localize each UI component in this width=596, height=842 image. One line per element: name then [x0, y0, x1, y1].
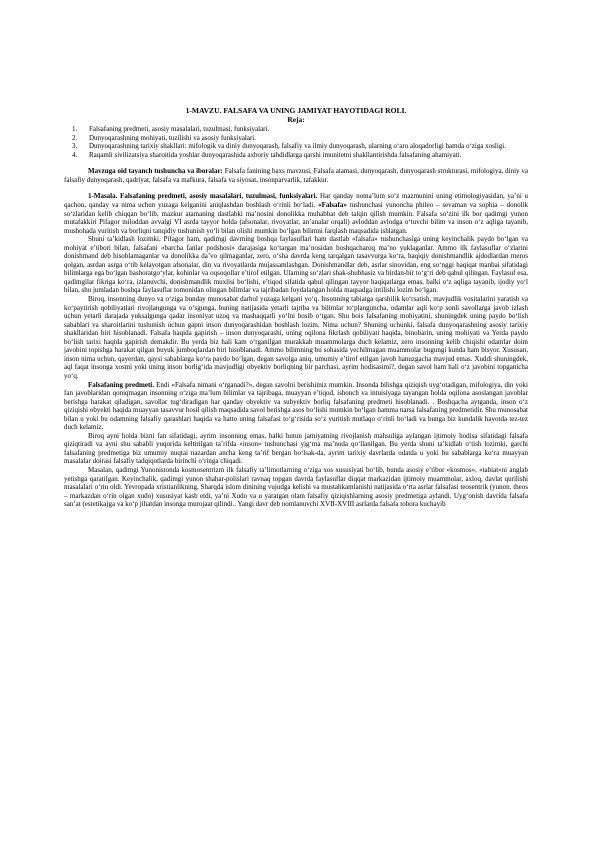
body-paragraph: Masalan, qadimgi Yunonistonda kosmosentrizm ilk falsafiy ta’limotlarning o‘ziga xos xususiyati bo‘lib, bunda asosiy e’tibor «kosmos», «tabiat»ni anglab yetishga qaratilgan. Keyinchalik, qadimgi yunon shahar-polislari ravnaq topgan davrda faylasuflar diqqat markazidan ijtimoiy muammolar, axloq, davlat qurilishi masalalari o‘rin oldi. Yevropada xristianlikning, Sharqda islom dinining vujudga kelishi va mustahkamlanishi natijasida o‘rta asrlar falsafasi teosentrik (yunon. theos – markazdan o‘rin olgan xudo) xususiyat kasb etdi, ya’ni Xudo va u yaratgan olam falsafiy qiziqishlarning asosiy predmetiga aylandi. Uyg‘onish davrida falsafa san’at (estetika)ga va ko‘p jihatdan insonga murojaat qilindi.. Yangi davr deb nomlanuvchi XVII-XVIII asrlarda falsafa tobora kuchayib — [64, 465, 528, 509]
plan-item — [64, 142, 528, 151]
plan-item — [64, 125, 528, 134]
page-title: 1-MAVZU. FALSAFA VA UNING JAMIYAT HAYOTIDAGI ROLI. — [185, 106, 407, 115]
section-1-text-a: Har qanday noma’lum so‘z mazmunini uning etimologiyasidan, ya’ni u qachon, qanday va nima uchun yuzaga kelganini aniqlashdan boshlash o‘rinli bo‘ladi. — [64, 192, 528, 210]
keywords-paragraph — [64, 167, 528, 184]
body-paragraph: Biroq, insonning dunyo va o‘ziga bunday munosabat darhol yuzaga kelgani yo‘q. Insonning tabiatga qarshilik ko‘rsatish, mavjudlik vositalarini yaratish va ko‘paytirish qobiliyatlari rivojlangunga va o‘sgunga, buning natijasida yetarli tajriba va bilimlar to‘planguncha, odamlar aqli ko‘p sonli savollarga javob izlash uchun yetarli darajada yuksalgunga qadar insoniyat uzoq va mashaqqatli yo‘lni bosib o‘tgan. Shu bois falsafaning mohiyatini, shuningdek uning paydo bo‘lish sabablari va sharoitlarini tushunish uchun gapni inson dunyoqarashidan boshlash lozim. Nima uchun? Shuning uchunki, falsafa dunyoqarashning asosiy tarixiy shakllaridan biri hisoblanadi. Falsafa haqida gapirish – inson dunyoqarashi, uning oqilona fikrlash qobiliyati haqida, binobarin, uning mohiyati va Yerda paydo bo‘lish tarixi haqida gapirish demakdir. Bu yerda biz hali kam o‘rganilgan murakkab muammolarga duch kelamiz, zero insonning kelib chiqishi odamlar doim javobini topishga harakat qilgan buyuk jumboqlardan biri hisoblanadi. Ammo bilimning bu sohasida yechilmagan muammolar bugungi kunda ham bisyor. Xususan, inson nima uchun, qayerdan, qaysi sabablarga ko‘ra paydo bo‘lgan, degan savolga aniq, umumiy e’tirof etilgan javob hanuzgacha mavjud emas. Xuddi shuningdek, aql faqat insonga xosmi yoki uning inson borlig‘ida mavjudligi obyektiv borliqning bir parchasi, ayrim hodisasimi?, degan savol ham hali o‘z javobini topganicha yo‘q. — [64, 295, 528, 380]
subject-paragraph — [64, 381, 528, 432]
section-1-paragraph — [64, 192, 528, 235]
plan-heading: Reja: — [287, 115, 305, 124]
plan-item-text: Falsafaning predmeti, asosiy masalalari, tuzulmasi, funksiyalari. — [89, 125, 270, 133]
plan-item-number: 1. — [72, 125, 78, 133]
subject-text: Endi «Falsafa nimani o‘rganadi?», degan savolni berishimiz mumkin. Insonda bilishga qiziqish uyg‘otadigan, mifologiya, din yoki fan javoblaridan qoniqmagan insonning o‘ziga ma’lum bilimlar va tajribaga, muayyan e’tiqod, ishonch va intuisiyaga tayangan holda oqilona asoslangan javoblar berishga harakat qiladigan, savollar tug‘diradigan har qanday obyektiv va subyektiv borliq falsafaning predmeti hisoblanadi. . Boshqacha aytganda, inson o‘z qiziqishi obyekti haqida muayyan tasavvur hosil qilish maqsadida savol berishga asos bo‘lishi mumkin bo‘lgan hamma narsa falsafaning predmetidir. Shu munosabat bilan u yoki bu odamning falsafiy qarashlari haqida va hatto uning falsafasi to‘g‘risida so‘z yuritish mutlaqo o‘rinli bo‘ladi va bunga biz kundalik hayotda tez-tez duch kelamiz. — [64, 380, 528, 432]
section-1-text-b: tushunchasi yunoncha phileo – sevaman va sophia – donolik so‘zlaridan kelib chiqqan bo‘lib, mazkur atamaning dastlabki ma’nosini donolikka muhabbat deb talqin qilish mumkin. Falsafa so‘zini ilk bor qadimgi yunon mutafakkiri Pifagor miloddan avvalgi VI asrda tayyor holda (afsonalar, rivoyatlar, an’analar orqali) avloddan avlodga o‘tuvchi bilim va inson o‘z aqliga tayanib, mushohada yuritish va borliqni tanqidiy tushunish yo‘li bilan olishi mumkin bo‘lgan bilimni farqlash maqsadida ishlatgan. — [64, 201, 528, 235]
body-paragraph: Biroq ayni holda bizni fan sifatidagi, ayrim insonning emas, balki butun jamiyatning rivojlanish mahsuliga aylangan ijtimoiy hodisa sifatidagi falsafa qiziqtiradi va ayni shu sababli yuqorida keltirilgan ta’rifda «inson» tushunchasi yig‘ma ma’noda qo‘llanilgan. Bu yerda shuni ta’kidlab o‘tish lozimki, garchi falsafaning predmetiga biz umumiy nuqtai nazardan ancha keng ta’rif bergan bo‘lsak-da, ayrim tarixiy davrlarda odatda u yoki bu sabablarga ko‘ra muayyan masalalar doirasi falsafiy tadqiqotlarda birinchi o‘ringa chiqadi. — [64, 431, 528, 466]
keywords-lead: Mavzuga oid tayanch tushuncha va iboralar: — [88, 167, 223, 176]
keywords-text: Falsafa fanining baxs mavzusi, Falsafa atamasi, dunyoqarash, dunyoqarash strukturasi, mifologiya, diniy va falsafiy dunyoqarash, qadriyat, falsafa va mafkura, falsafa va siyosat, insonparvarlik, tafakkur. — [64, 167, 528, 184]
body-paragraph: Shuni ta’kidlash lozimki, Pifagor ham, qadimgi davrning boshqa faylasuflari ham dastlab «falsafa» tushunchasiga uning keyinchalik paydo bo‘lgan va mohiyat e’tibori bilan, falsafani «barcha fanlar podshosi» darajasiga ko‘targan ma’nosidan boshqacharoq ma’no yuklaganlar. Ammo ilk faylasuflar o‘zlarini donishmand deb hisoblamaganlar va donolikka da’vo qilmaganlar, zero, o‘sha davrda keng tarqalgan tasavvurga ko‘ra, haqiqiy donishmandlik ajdodlardan meros qolgan, asrdan asrga o‘tib kelayotgan afsonalar, din va rivoyatlarda mujassamlashgan. Donishmandlar deb, asrlar sinovidan, eng so‘nggi haqiqat manbai sifatidagi bilimlarga ega bo‘lgan bashoratgo‘ylar, kohinlar va oqsoqollar e’tirof etilgan. Ularning so‘zlari shak-shubhasiz va birdan-bir to‘g‘ri deb qabul qilingan. Faylasuf esa, qadimgilar fikriga ko‘ra, izlanuvchi, donishmandlik muxlisi bo‘lishi, e’tiqod sifatida qabul qilingan tayyor haqiqatlarga emas, balki o‘z aqliga tayanib, ijodiy yo‘l bilan, shu jumladan boshqa faylasuflar tomonidan olingan bilimlar va tajribadan foydalangan holda maqsadga intilishi lozim bo‘lgan. — [64, 235, 528, 295]
plan-item-text: Raqamli sivilizatsiya sharoitida yoshlar dunyoqarashida axboriy tahdidlarga qarshi imunitetni shakllantirishda falsafaning ahamiyati. — [89, 150, 462, 159]
plan-item-number: 2. — [72, 133, 78, 142]
subject-heading: Falsafaning predmeti. — [88, 380, 154, 389]
section-1-term: «Falsafa» — [318, 201, 347, 210]
plan-item-text: Dunyoqarashning mohiyati, tuzilishi va asosiy funksiyalari. — [89, 133, 257, 142]
plan-item — [64, 134, 528, 143]
plan-item-number: 4. — [72, 150, 78, 159]
document-page — [64, 106, 528, 509]
plan-list — [64, 125, 528, 159]
plan-item-number: 3. — [72, 142, 78, 151]
plan-item-text: Dunyoqarashning tarixiy shakllari: mifologik va diniy dunyoqarash, falsafiy va ilmiy dunyoqarash, ularning o‘aro aloqadorligi hamda o‘ziga xosligi. — [89, 142, 506, 151]
section-1-heading: 1-Masala. Falsafaning predmeti, asosiy masalalari, tuzulmasi, funksiyalari. — [88, 192, 318, 201]
plan-item — [64, 151, 528, 160]
